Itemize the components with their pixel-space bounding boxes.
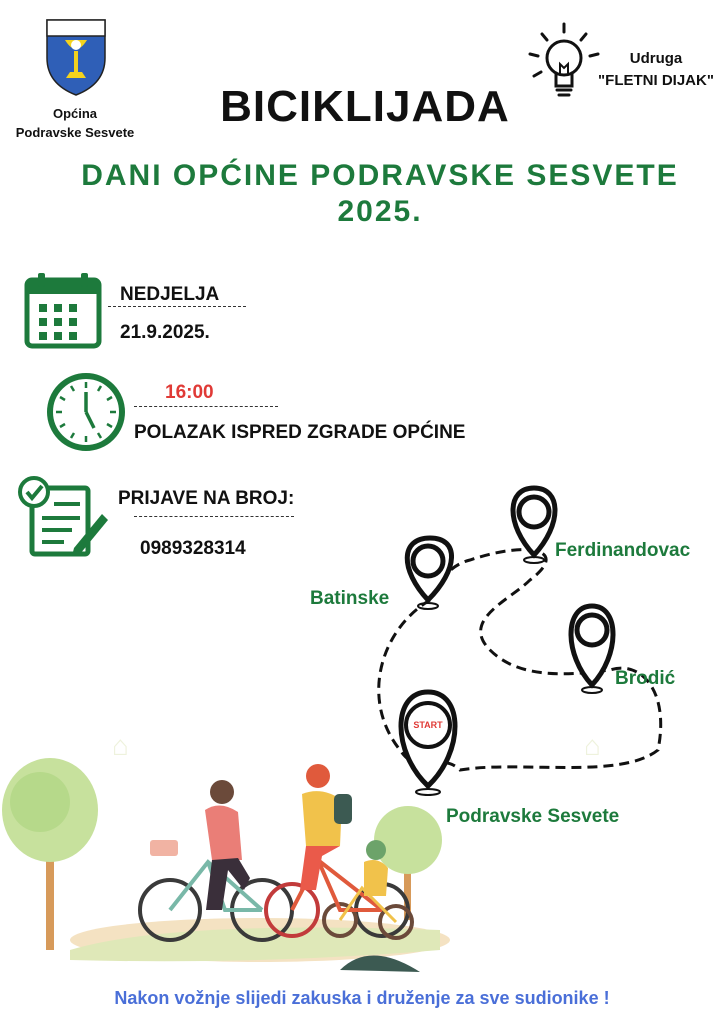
association-line2: "FLETNI DIJAK" [598,72,714,89]
start-label: START [413,720,443,730]
house-icon: ⌂ [584,730,601,761]
page-title: BICIKLIJADA [220,82,510,131]
pin-icon [571,606,613,693]
subtitle-year: 2025. [337,195,423,228]
signup-form-icon [18,474,110,563]
municipality-line2: Podravske Sesvete [15,125,135,140]
stop-ferdinandovac: Ferdinandovac [555,540,691,561]
signup-divider [134,516,294,517]
time-divider [134,406,278,407]
event-subtitle [60,158,700,230]
stop-batinske: Batinske [310,588,390,609]
pin-icon [513,488,555,563]
event-time: 16:00 [165,382,214,403]
stop-brodic: Brodić [615,668,676,689]
event-day: NEDJELJA [108,284,246,307]
signup-label: PRIJAVE NA BROJ: [118,488,295,509]
footer-note: Nakon vožnje slijedi zakuska i druženje za sve sudionike ! [114,988,610,1008]
signup-phone: 0989328314 [140,538,246,559]
stop-podravske-sesvete: Podravske Sesvete [446,806,620,827]
house-icon: ⌂ [112,730,129,761]
association-line1: Udruga [629,50,683,67]
subtitle-line1: DANI OPĆINE PODRAVSKE SESVETE [81,159,679,192]
departure-location: POLAZAK ISPRED ZGRADE OPĆINE [134,422,466,443]
family-cycling-illustration [0,750,460,995]
calendar-icon [24,272,102,355]
municipality-line1: Općina [52,106,98,121]
clock-icon [46,372,126,457]
event-date: 21.9.2025. [120,322,210,343]
pin-icon [407,538,451,609]
